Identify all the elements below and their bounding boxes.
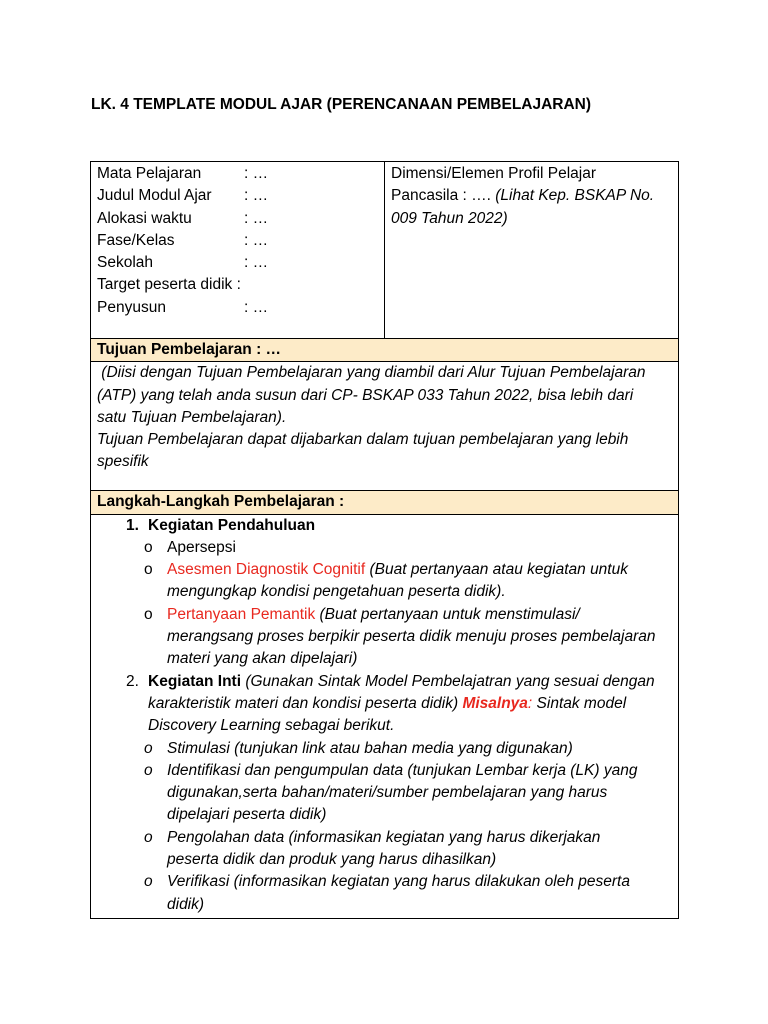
step-core-list [142,738,672,916]
profile-prefix: Pancasila : …. [391,187,496,205]
item-text: Apersepsi [167,538,236,556]
step-title: Kegiatan Inti [148,672,242,690]
identity-line-author [97,297,378,319]
goals-line: satu Tujuan Pembelajaran). [97,408,287,426]
goals-row [91,362,679,491]
step-intro-list [142,537,672,671]
bullet: o [144,538,153,556]
example-colon: : [527,694,533,712]
step-desc-line [148,693,672,715]
step-desc: (Gunakan Sintak Model Pembelajatran yang sesuai dengan [241,672,655,690]
step-intro-items [126,537,672,671]
identity-label: Target peserta didik : [97,276,241,294]
list-item [142,871,672,916]
profile-line [391,185,672,207]
steps-row [91,514,679,918]
profile-reference-line: 009 Tahun 2022) [391,209,508,227]
item-text: Stimulasi (tunjukan link atau bahan media yang digunakan) [167,739,573,757]
item-text: Verifikasi (informasikan kegiatan yang harus dilakukan oleh peserta [167,873,630,891]
step-core-items [126,738,672,916]
item-text: peserta didik dan produk yang harus dihasilkan) [167,851,497,869]
step-desc: karakteristik materi dan kondisi peserta didik) [148,694,463,712]
item-text: digunakan,serta bahan/materi/sumber pembelajaran yang harus [167,784,608,802]
item-text: mengungkap kondisi pengetahuan peserta didik). [167,583,506,601]
example-label: Misalnya [462,694,528,712]
identity-value: : … [244,298,269,316]
list-item [142,760,672,827]
identity-label: Sekolah [97,254,154,272]
identity-line-school [97,252,378,274]
item-text: Pengolahan data (informasikan kegiatan yang harus dikerjakan [167,828,601,846]
item-text: didik) [167,895,205,913]
item-highlight: Asesmen Diagnostik Cognitif [167,561,366,579]
step-title: Kegiatan Pendahuluan [148,516,316,534]
profile-line: Dimensi/Elemen Profil Pelajar [391,165,597,182]
step-core-desc [126,693,672,738]
module-table [90,161,679,919]
step-number: 2. [126,672,139,690]
identity-line-subject [97,163,378,185]
item-text: Identifikasi dan pengumpulan data (tunjukan Lembar kerja (LK) yang [167,761,638,779]
bullet: o [144,739,153,757]
identity-value: : … [244,187,269,205]
goals-line: spesifik [97,453,149,471]
item-highlight: Pertanyaan Pemantik [167,605,316,623]
identity-value: : … [244,165,269,182]
bullet: o [144,873,153,891]
step-desc-line: Discovery Learning sebagai berikut. [148,717,395,735]
goals-cell [91,362,679,491]
step-intro [97,515,672,671]
item-text: merangsang proses berpikir peserta didik menuju proses pembelajaran [167,628,656,646]
identity-cell [91,162,385,339]
list-item [142,537,672,559]
steps-cell [91,514,679,918]
identity-label: Fase/Kelas [97,231,175,249]
bullet: o [144,605,153,623]
steps-header-row [91,491,679,514]
steps-header: Langkah-Langkah Pembelajaran : [91,491,679,514]
list-item [142,559,672,604]
goals-line: (ATP) yang telah anda susun dari CP- BSKAP 033 Tahun 2022, bisa lebih dari [97,386,634,404]
identity-label: Mata Pelajaran [97,165,202,182]
goals-header-row [91,339,679,362]
identity-value: : … [244,231,269,249]
identity-row [91,162,679,339]
identity-label: Judul Modul Ajar [97,187,212,205]
step-number: 1. [126,516,139,534]
identity-label: Penyusun [97,298,166,316]
step-core-title-line [126,671,672,693]
identity-value: : … [244,254,269,272]
item-text: dipelajari peserta didik) [167,806,327,824]
goals-header: Tujuan Pembelajaran : … [91,339,679,362]
bullet: o [144,761,153,779]
document-title: LK. 4 TEMPLATE MODUL AJAR (PERENCANAAN PEMBELAJARAN) [91,96,592,113]
item-text: materi yang akan dipelajari) [167,650,358,668]
goals-line: (Diisi dengan Tujuan Pembelajaran yang diambil dari Alur Tujuan Pembelajaran [97,364,646,382]
identity-line-module-title [97,185,378,207]
item-text: (Buat pertanyaan untuk menstimulasi/ [315,605,580,623]
identity-label: Alokasi waktu [97,209,192,227]
list-item [142,604,672,671]
goals-line: Tujuan Pembelajaran dapat dijabarkan dalam tujuan pembelajaran yang lebih [97,431,629,449]
profile-reference: (Lihat Kep. BSKAP No. [495,187,655,205]
step-core [97,671,672,916]
item-text: (Buat pertanyaan atau kegiatan untuk [365,561,628,579]
step-intro-title-line [126,515,672,537]
list-item [142,827,672,872]
identity-line-time [97,208,378,230]
step-desc: Sintak model [532,694,627,712]
bullet: o [144,828,153,846]
profile-cell [385,162,679,339]
identity-line-target [97,274,378,296]
bullet: o [144,561,153,579]
list-item [142,738,672,760]
identity-line-phase [97,230,378,252]
identity-value: : … [244,209,269,227]
